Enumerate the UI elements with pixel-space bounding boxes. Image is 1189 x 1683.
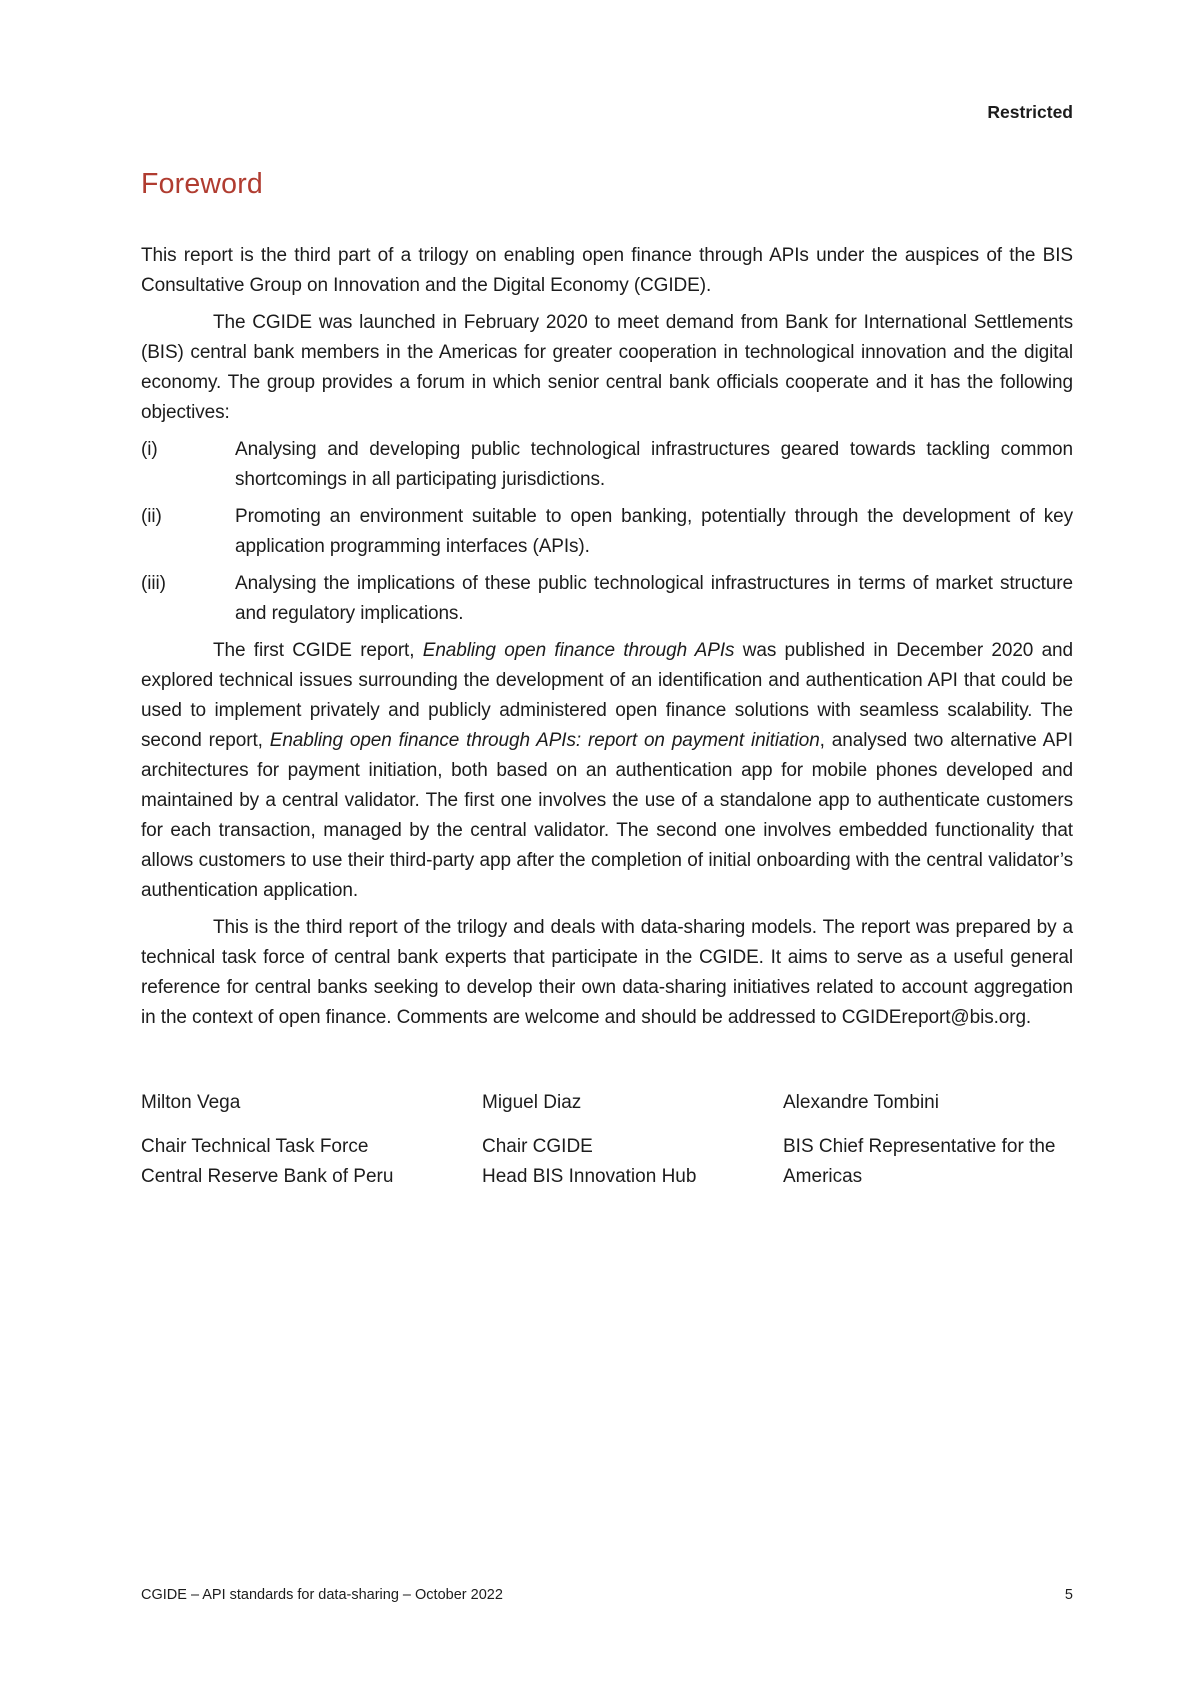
footer-document-title: CGIDE – API standards for data-sharing – October 2022: [141, 1587, 503, 1603]
signature-block: [141, 1088, 1073, 1192]
page-number: 5: [1064, 1587, 1073, 1603]
report-title-italic: Enabling open finance through APIs: [422, 640, 735, 661]
list-item-text: Promoting an environment suitable to open banking, potentially through the development of key application programming interfaces (APIs).: [235, 506, 1073, 557]
paragraph-text-segment: The first CGIDE report,: [213, 640, 423, 661]
objective-list-item: [141, 502, 1073, 562]
signatory-name: Alexandre Tombini: [783, 1092, 939, 1113]
third-report-paragraph: This is the third report of the trilogy and deals with data-sharing models. The report was prepared by a technical task force of central bank experts that participate in the CGIDE. It aims to serve as a useful general reference for central banks seeking to develop their own data-sharing initiatives related to account aggregation in the context of open finance. Comments are welcome and should be addressed to CGIDEreport@bis.org.: [141, 917, 1073, 1028]
cgide-launch-paragraph: The CGIDE was launched in February 2020 to meet demand from Bank for International Settlements (BIS) central bank members in the Americas for greater cooperation in technological innovation and the digital economy. The group provides a forum in which senior central bank officials cooperate and it has the following objectives:: [141, 312, 1073, 423]
page-title: Foreword: [141, 168, 263, 200]
previous-reports-paragraph: [141, 636, 1073, 906]
list-item-label: (iii): [141, 573, 166, 594]
signatory-title: BIS Chief Representative for the: [783, 1136, 1056, 1157]
list-item-label: (ii): [141, 506, 162, 527]
restricted-classification-label: Restricted: [987, 102, 1073, 122]
signatory-org: Head BIS Innovation Hub: [482, 1166, 697, 1187]
signatory-title: Chair CGIDE: [482, 1136, 593, 1157]
intro-paragraph: This report is the third part of a trilogy on enabling open finance through APIs under the auspices of the BIS Consultative Group on Innovation and the Digital Economy (CGIDE).: [141, 245, 1073, 296]
report-title-italic: Enabling open finance through APIs: report on payment initiation: [269, 730, 820, 751]
objective-list-item: [141, 569, 1073, 629]
list-item-text: Analysing the implications of these public technological infrastructures in terms of market structure and regulatory implications.: [235, 573, 1073, 624]
paragraph-text-segment: was published in December 2020 and explored technical issues surrounding the development of an identification and authentication API that could be used to implement privately and publicly administered open finance solutions with seamless scalability. The second report,: [141, 640, 1073, 751]
signature-column: [141, 1088, 482, 1192]
signatory-name: Miguel Diaz: [482, 1092, 582, 1113]
signatory-title: Chair Technical Task Force: [141, 1136, 369, 1157]
signature-column: [482, 1088, 783, 1192]
page-content: [141, 0, 1073, 1033]
paragraph-text-segment: , analysed two alternative API architectures for payment initiation, both based on an authentication app for mobile phones developed and maintained by a central validator. The first one involves the use of a standalone app to authenticate customers for each transaction, managed by the central validator. The second one involves embedded functionality that allows customers to use their third-party app after the completion of initial onboarding with the central validator’s authentication application.: [141, 730, 1073, 901]
page-footer: [141, 1586, 1073, 1604]
objective-list-item: [141, 435, 1073, 495]
signature-column: [783, 1088, 1073, 1192]
list-item-text: Analysing and developing public technological infrastructures geared towards tackling common shortcomings in all participating jurisdictions.: [235, 439, 1073, 490]
list-item-label: (i): [141, 439, 158, 460]
signatory-org: Central Reserve Bank of Peru: [141, 1166, 394, 1187]
signatory-title: Americas: [783, 1166, 863, 1187]
signatory-name: Milton Vega: [141, 1092, 241, 1113]
